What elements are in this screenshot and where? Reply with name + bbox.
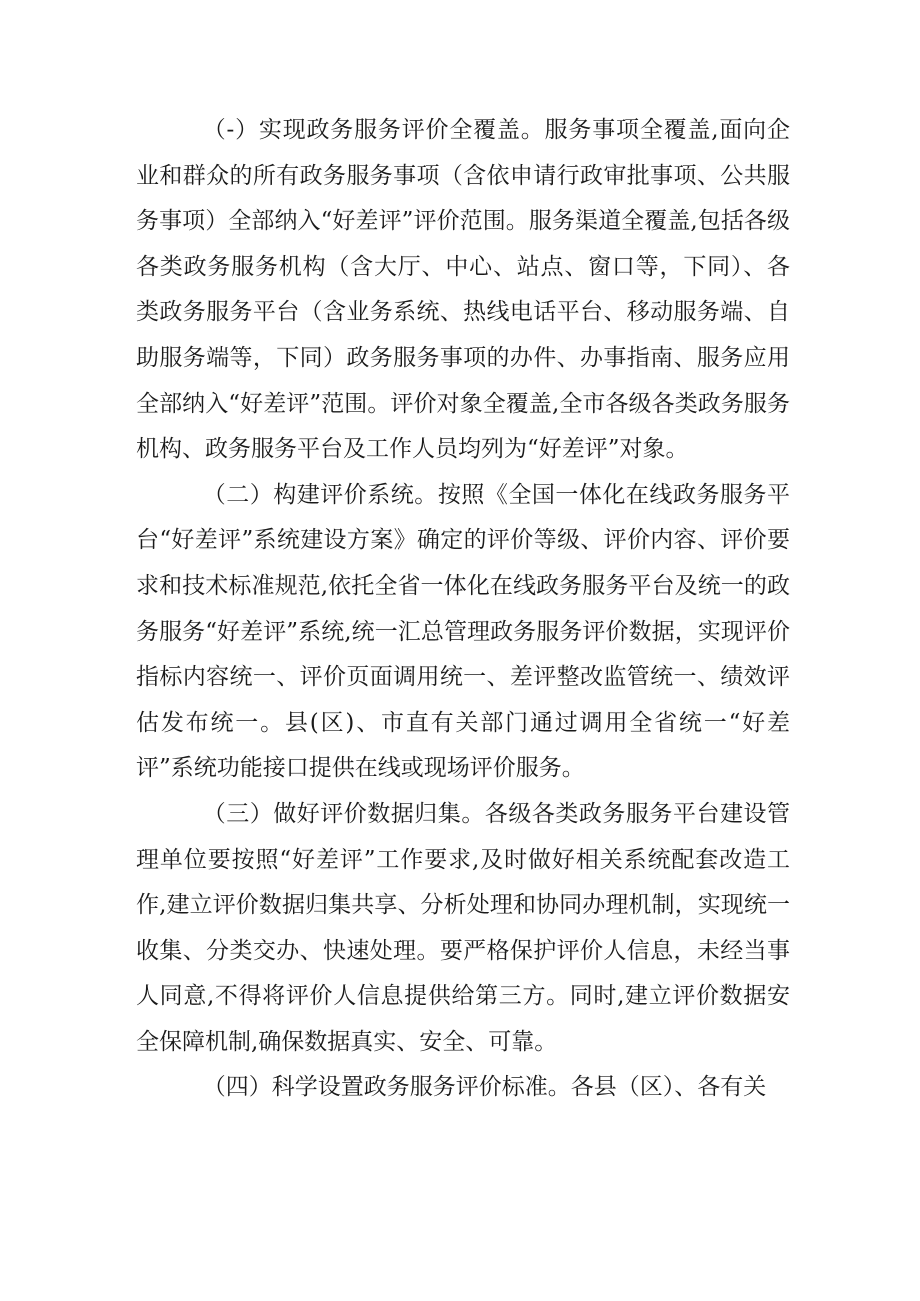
paragraph-evaluation-system: （二）构建评价系统。按照《全国一体化在线政务服务平台“好差评”系统建设方案》确定的评价等级、评价内容、评价要求和技术标准规范,依托全省一体化在线政务服务平台及统一的政务服务“好差评”系统,统一汇总管理政务服务评价数据，实现评价指标内容统一、评价页面调用统一、差评整改监管统一、绩效评估发布统一。县(区)、市直有关部门通过调用全省统一“好差评”系统功能接口提供在线或现场评价服务。 — [136, 481, 790, 782]
paragraph-data-collection: （三）做好评价数据归集。各级各类政务服务平台建设管理单位要按照“好差评”工作要求,及时做好相关系统配套改造工作,建立评价数据归集共享、分析处理和协同办理机制，实现统一收集、分类交办、快速处理。要严格保护评价人信息，未经当事人同意,不得将评价人信息提供给第三方。同时,建立评价数据安全保障机制,确保数据真实、安全、可靠。 — [136, 800, 790, 1055]
paragraph-full-coverage: （-）实现政务服务评价全覆盖。服务事项全覆盖,面向企业和群众的所有政务服务事项（含依申请行政审批事项、公共服务事项）全部纳入“好差评”评价范围。服务渠道全覆盖,包括各级各类政务服务机构（含大厅、中心、站点、窗口等，下同）、各类政务服务平台（含业务系统、热线电话平台、移动服务端、自助服务端等，下同）政务服务事项的办件、办事指南、服务应用全部纳入“好差评”范围。评价对象全覆盖,全市各级各类政务服务机构、政务服务平台及工作人员均列为“好差评”对象。 — [136, 117, 790, 463]
document-body — [136, 108, 790, 1111]
paragraph-evaluation-standards: （四）科学设置政务服务评价标准。各县（区）、各有关 — [202, 1074, 767, 1101]
